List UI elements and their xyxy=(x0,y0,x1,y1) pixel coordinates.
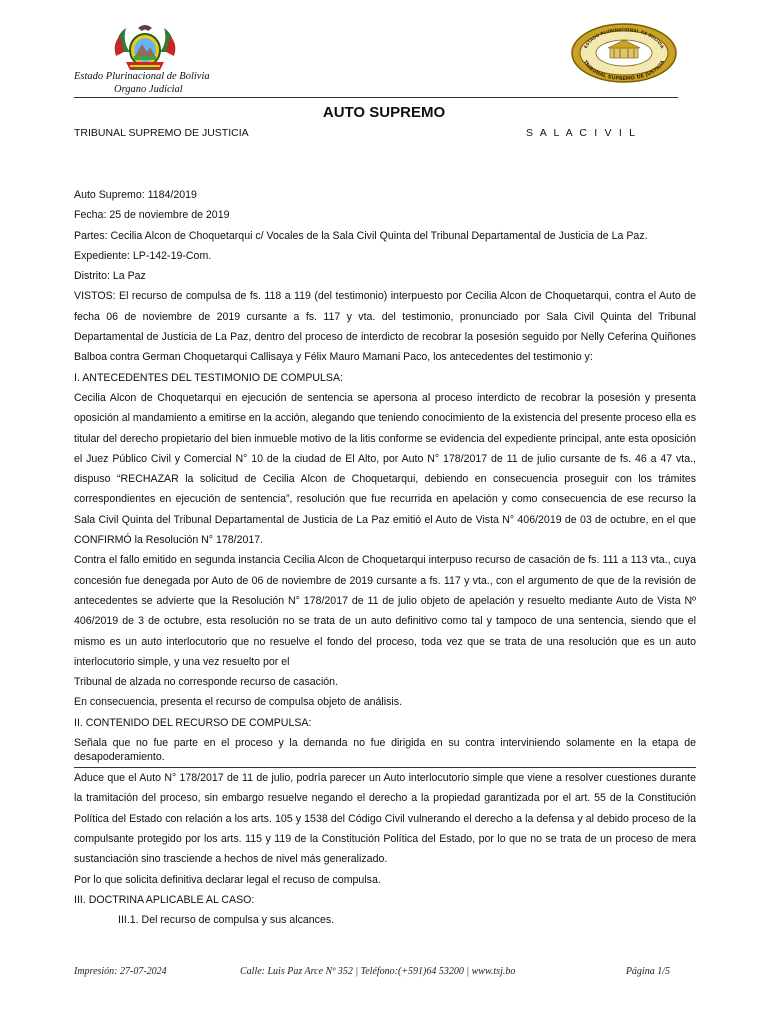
paragraph: Aduce que el Auto N° 178/2017 de 11 de julio, podría parecer un Auto interlocutorio simple que viene a resolver cuestiones durante la tramitación del proceso, sin embargo resuelve negando el derecho a la propiedad garantizada por el art. 55 de la Constitución Política del Estado con relación a los arts. 105 y 1538 del Código Civil vulnerando el derecho a la defensa y al debido proceso de la compulsante protegido por los arts. 115 y 119 de la Constitución Política del Estado, por lo que no se trata de un proceso de mera sustanciación sino trasciende a hechos de nivel más generalizado. xyxy=(74,767,696,869)
paragraph: Fecha: 25 de noviembre de 2019 xyxy=(74,209,230,222)
header-rule xyxy=(74,97,678,98)
paragraph: Por lo que solicita definitiva declarar legal el recuso de compulsa. xyxy=(74,873,381,886)
paragraph: Distrito: La Paz xyxy=(74,270,146,283)
seal-text-bottom: TRIBUNAL SUPREMO DE JUSTICIA xyxy=(581,59,667,83)
section-heading: III. DOCTRINA APLICABLE AL CASO: xyxy=(74,893,255,906)
paragraph: Cecilia Alcon de Choquetarqui en ejecución de sentencia se apersona al proceso interdicto de recobrar la posesión y presenta oposición al mandamiento a emitirse en la acción, alegando que teniendo conocimiento de la existencia del presente proceso ella es titular del derecho propietario del bien inmueble motivo de la litis conforme se evidencia del expediente principal, ante esta oposición el Juez Público Civil y Comercial N° 10 de la ciudad de El Alto, por Auto N° 178/2017 de 11 de julio cursante de fs. 46 a 47 vta., dispuso “RECHAZAR la solicitud de Cecilia Alcon de Choquetarqui, debiendo en consecuencia proseguir con los trámites correspondientes en ejecución de sentencia”, resolución que fue recurrida en apelación y como consecuencia de ese recurso la Sala Civil Quinta del Tribunal Departamental de Justicia de La Paz emitió el Auto de Vista N° 406/2019 de 03 de octubre, en el que CONFIRMÓ la Resolución N° 178/2017. xyxy=(74,391,696,547)
section-heading: I. ANTECEDENTES DEL TESTIMONIO DE COMPULSA: xyxy=(74,371,344,384)
subsection-heading: III.1. Del recurso de compulsa y sus alcances. xyxy=(118,914,335,927)
letterhead xyxy=(0,0,768,100)
tsj-seal-icon xyxy=(570,22,678,84)
paragraph: Contra el fallo emitido en segunda instancia Cecilia Alcon de Choquetarqui interpuso recurso de casación de fs. 111 a 113 vta., cuya concesión fue denegada por Auto de 06 de noviembre de 2019 cursante a fs. 117 y vta., con el argumento de que de la revisión de antecedentes se advierte que la Resolución N° 178/2017 de 11 de julio objeto de apelación y resuelto mediante Auto de Vista Nº 406/2019 de 3 de octubre, esta resolución no se trata de un auto definitivo como tal y tampoco de una sentencia, siendo que el mismo es un auto interlocutorio que no resuelve el fondo del proceso, toda vez que se trata de una resolución que es un auto interlocutorio simple, y una vez resuelto por el xyxy=(74,554,696,668)
footer-address: Calle: Luis Paz Arce Nº 352 | Teléfono:(+591)64 53200 | www.tsj.bo xyxy=(240,966,516,977)
page-number: Página 1/5 xyxy=(625,966,670,977)
document-body xyxy=(74,185,696,930)
paragraph: VISTOS: El recurso de compulsa de fs. 118 a 119 (del testimonio) interpuesto por Cecilia Alcon de Choquetarqui, contra el Auto de fecha 06 de noviembre de 2019 cursante a fs. 117 y vta. del testimonio, pronunciado por Sala Civil Quinta del Tribunal Departamental de Justicia de La Paz, dentro del proceso de interdicto de recobrar la posesión seguido por Nelly Ceferina Quiñones Balboa contra German Choquetarqui Callisaya y Félix Mauro Mamani Paco, los antecedentes del testimonio y: xyxy=(74,290,696,364)
court-name: TRIBUNAL SUPREMO DE JUSTICIA xyxy=(74,127,249,139)
paragraph: Expediente: LP-142-19-Com. xyxy=(74,249,212,262)
document-title: AUTO SUPREMO xyxy=(322,104,446,121)
paragraph: Señala que no fue parte en el proceso y la demanda no fue dirigida en su contra interviniendo solamente en la etapa de desapoderamiento. xyxy=(74,737,696,764)
paragraph: Partes: Cecilia Alcon de Choquetarqui c/ Vocales de la Sala Civil Quinta del Tribunal Departamental de Justicia de La Paz. xyxy=(74,229,648,242)
page-footer xyxy=(74,966,670,980)
print-date: Impresión: 27-07-2024 xyxy=(74,966,167,977)
institution-line-2: Organo Judicial xyxy=(114,83,183,95)
paragraph: En consecuencia, presenta el recurso de compulsa objeto de análisis. xyxy=(74,696,403,709)
paragraph: Auto Supremo: 1184/2019 xyxy=(74,189,197,201)
paragraph: Tribunal de alzada no corresponde recurso de casación. xyxy=(74,676,339,689)
chamber-name: S A L A C I V I L xyxy=(526,127,638,139)
seal-text-top: ESTADO PLURINACIONAL DE BOLIVIA xyxy=(583,26,665,50)
section-heading: II. CONTENIDO DEL RECURSO DE COMPULSA: xyxy=(74,716,312,729)
coat-of-arms-icon xyxy=(112,22,178,74)
institution-name xyxy=(74,71,210,96)
institution-line-1: Estado Plurinacional de Bolivia xyxy=(74,71,210,82)
